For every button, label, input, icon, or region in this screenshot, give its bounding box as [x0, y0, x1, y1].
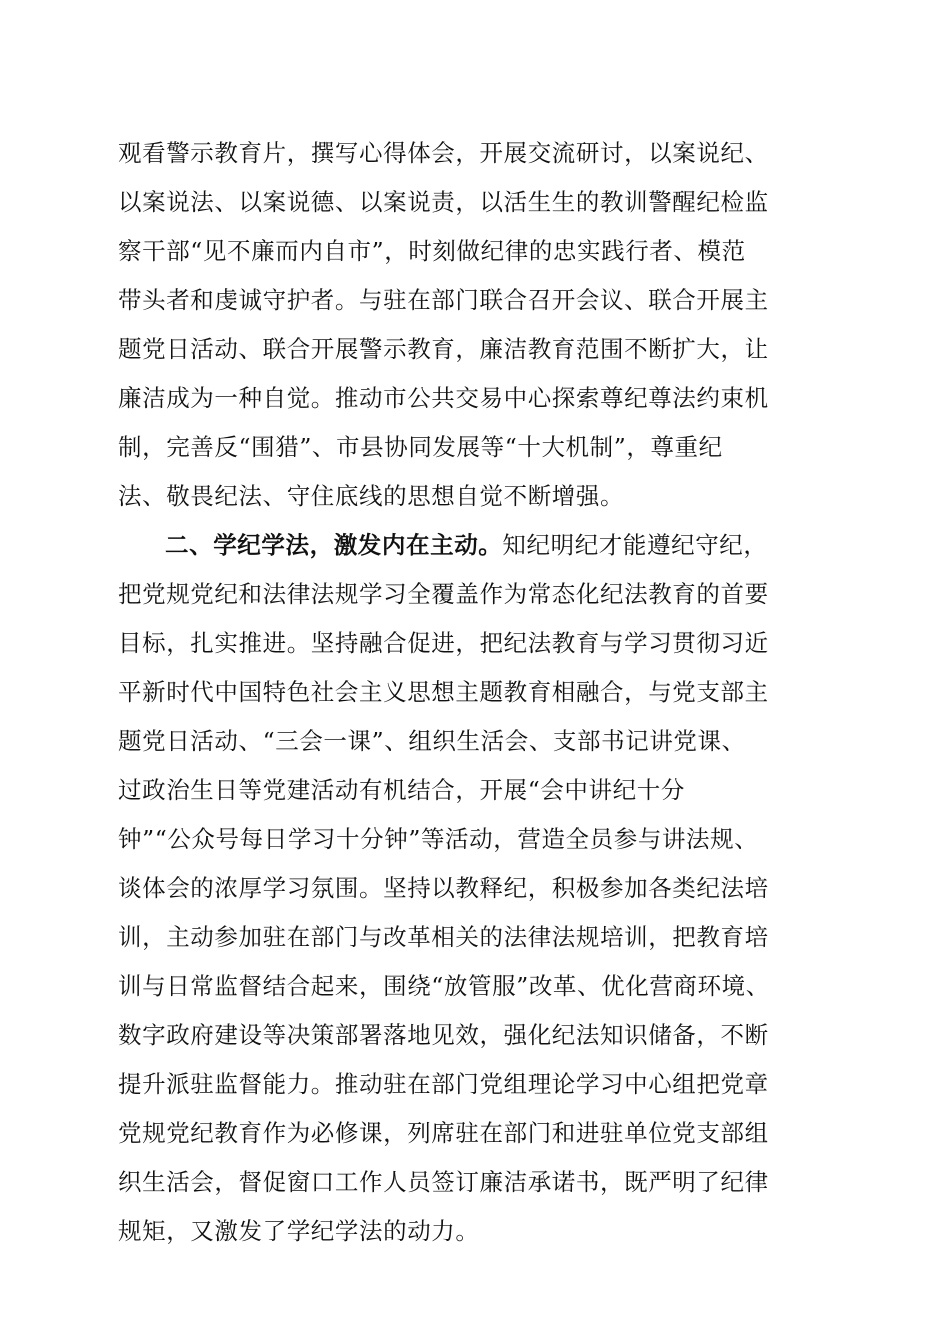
paragraph-1-line-4: 带头者和虔诚守护者。与驻在部门联合召开会议、联合开展主: [118, 286, 769, 314]
paragraph-2-line-15: 规矩，又激发了学纪学法的动力。: [118, 1217, 480, 1245]
paragraph-2-line-9: 训，主动参加驻在部门与改革相关的法律法规培训，把教育培: [118, 923, 769, 951]
paragraph-1-line-6: 廉洁成为一种自觉。推动市公共交易中心探索尊纪尊法约束机: [118, 384, 769, 412]
paragraph-2-line-2: 把党规党纪和法律法规学习全覆盖作为常态化纪法教育的首要: [118, 580, 769, 608]
section-heading: 二、学纪学法，激发内在主动。: [165, 531, 503, 559]
paragraph-1-line-8: 法、敬畏纪法、守住底线的思想自觉不断增强。: [118, 482, 625, 510]
paragraph-2-line-13: 党规党纪教育作为必修课，列席驻在部门和进驻单位党支部组: [118, 1119, 769, 1147]
paragraph-2-line-5: 题党日活动、“三会一课”、组织生活会、支部书记讲党课、: [118, 727, 746, 755]
paragraph-1-line-1: 观看警示教育片，撰写心得体会，开展交流研讨，以案说纪、: [118, 139, 769, 167]
paragraph-2-line-3: 目标，扎实推进。坚持融合促进，把纪法教育与学习贯彻习近: [118, 629, 769, 657]
paragraph-2-line-6: 过政治生日等党建活动有机结合，开展“会中讲纪十分: [118, 776, 685, 804]
paragraph-2-line-7: 钟”“公众号每日学习十分钟”等活动，营造全员参与讲法规、: [118, 825, 759, 853]
paragraph-1-line-3: 察干部“见不廉而内自市”，时刻做纪律的忠实践行者、模范: [118, 237, 746, 265]
paragraph-2-line-11: 数字政府建设等决策部署落地见效，强化纪法知识储备，不断: [118, 1021, 769, 1049]
paragraph-1-line-5: 题党日活动、联合开展警示教育，廉洁教育范围不断扩大，让: [118, 335, 769, 363]
paragraph-2-line-12: 提升派驻监督能力。推动驻在部门党组理论学习中心组把党章: [118, 1070, 769, 1098]
paragraph-1-line-7: 制，完善反“围猎”、市县协同发展等“十大机制”，尊重纪: [118, 433, 723, 461]
paragraph-2-line-4: 平新时代中国特色社会主义思想主题教育相融合，与党支部主: [118, 678, 769, 706]
paragraph-2-line-14: 织生活会，督促窗口工作人员签订廉洁承诺书，既严明了纪律: [118, 1168, 769, 1196]
paragraph-2-first-line-text: 知纪明纪才能遵纪守纪，: [502, 531, 768, 559]
paragraph-2-line-8: 谈体会的浓厚学习氛围。坚持以教释纪，积极参加各类纪法培: [118, 874, 769, 902]
paragraph-2-line-10: 训与日常监督结合起来，围绕“放管服”改革、优化营商环境、: [118, 972, 770, 1000]
paragraph-2-first-line: [165, 525, 768, 565]
paragraph-1-line-2: 以案说法、以案说德、以案说责，以活生生的教训警醒纪检监: [118, 188, 769, 216]
